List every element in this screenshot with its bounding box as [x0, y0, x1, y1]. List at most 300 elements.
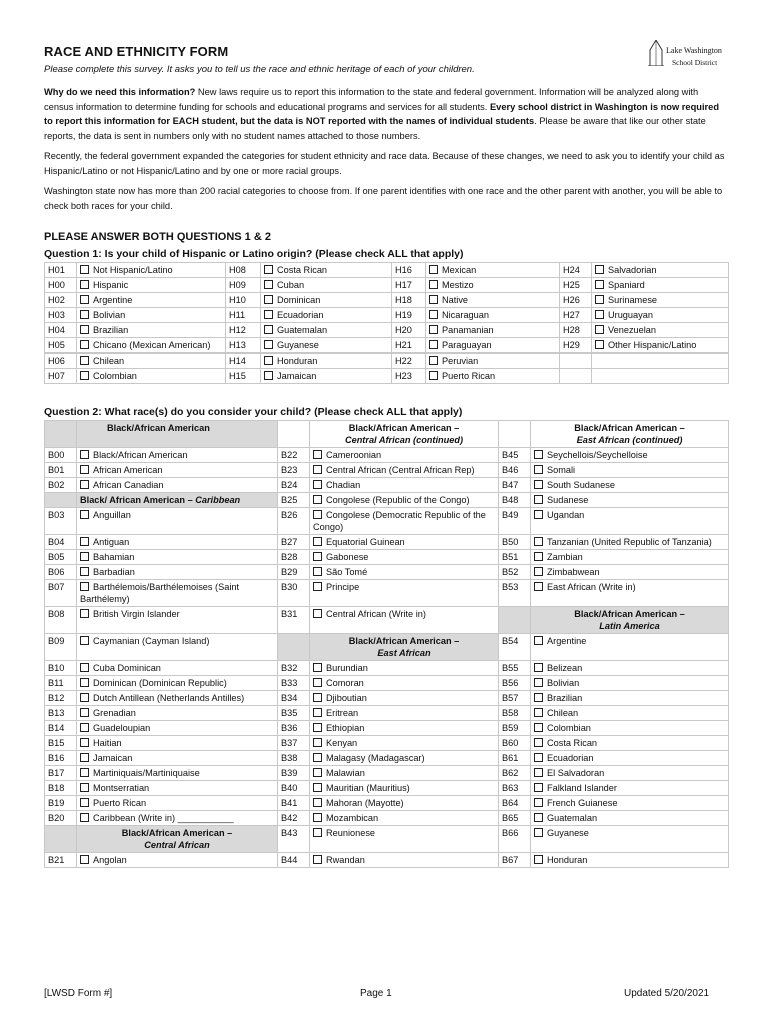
- option-label: Kenyan: [326, 738, 358, 748]
- hispanic-option[interactable]: [426, 263, 560, 278]
- checkbox-icon[interactable]: [313, 828, 322, 837]
- race-option[interactable]: [531, 478, 729, 493]
- option-label: Antiguan: [93, 537, 130, 547]
- option-code: B03: [45, 508, 77, 535]
- option-label: Caymanian (Cayman Island): [93, 636, 210, 646]
- checkbox-icon[interactable]: [313, 753, 322, 762]
- checkbox-icon[interactable]: [534, 636, 543, 645]
- race-option[interactable]: [531, 766, 729, 781]
- race-option[interactable]: [531, 781, 729, 796]
- race-option[interactable]: [77, 706, 278, 721]
- checkbox-icon[interactable]: [80, 693, 89, 702]
- checkbox-icon[interactable]: [313, 783, 322, 792]
- option-code: H00: [45, 278, 77, 293]
- question-1-row: [45, 369, 729, 384]
- question-1-heading: Question 1: Is your child of Hispanic or Latino origin? (Please check ALL that apply): [44, 248, 464, 260]
- why-emphasis: Every school district in Washington is now required to report this information for EACH student, but the data is NOT reported with the names of individual students: [44, 101, 719, 126]
- checkbox-icon[interactable]: [313, 495, 322, 504]
- race-option[interactable]: [77, 463, 278, 478]
- checkbox-icon[interactable]: [313, 582, 322, 591]
- hispanic-option[interactable]: [426, 338, 560, 354]
- race-option[interactable]: [531, 706, 729, 721]
- checkbox-icon[interactable]: [313, 798, 322, 807]
- race-option[interactable]: [77, 580, 278, 607]
- checkbox-icon[interactable]: [429, 340, 438, 349]
- checkbox-icon[interactable]: [80, 510, 89, 519]
- race-option[interactable]: [531, 736, 729, 751]
- race-option[interactable]: [310, 493, 499, 508]
- option-code: B47: [499, 478, 531, 493]
- race-option[interactable]: [77, 796, 278, 811]
- checkbox-icon[interactable]: [80, 738, 89, 747]
- checkbox-icon[interactable]: [80, 855, 89, 864]
- checkbox-icon[interactable]: [80, 783, 89, 792]
- checkbox-icon[interactable]: [313, 465, 322, 474]
- checkbox-icon[interactable]: [595, 295, 604, 304]
- checkbox-icon[interactable]: [429, 356, 438, 365]
- footer-page-number: Page 1: [360, 988, 392, 999]
- checkbox-icon[interactable]: [534, 537, 543, 546]
- race-option[interactable]: [77, 565, 278, 580]
- option-code: B53: [499, 580, 531, 607]
- race-option[interactable]: [531, 691, 729, 706]
- checkbox-icon[interactable]: [534, 768, 543, 777]
- checkbox-icon[interactable]: [313, 813, 322, 822]
- logo-line-2: School District: [672, 58, 718, 67]
- checkbox-icon[interactable]: [313, 708, 322, 717]
- hispanic-option[interactable]: [77, 263, 226, 278]
- hispanic-option[interactable]: [77, 369, 226, 384]
- option-code: H17: [392, 278, 426, 293]
- option-label: Dutch Antillean (Netherlands Antilles): [93, 693, 245, 703]
- checkbox-icon[interactable]: [313, 738, 322, 747]
- checkbox-icon[interactable]: [80, 356, 89, 365]
- checkbox-icon[interactable]: [534, 567, 543, 576]
- question-1-row: [45, 278, 729, 293]
- checkbox-icon[interactable]: [534, 678, 543, 687]
- checkbox-icon[interactable]: [429, 295, 438, 304]
- race-option[interactable]: [310, 781, 499, 796]
- race-option[interactable]: [77, 535, 278, 550]
- option-code: H14: [226, 353, 261, 369]
- race-option[interactable]: [77, 634, 278, 661]
- question-2-heading: Question 2: What race(s) do you consider your child? (Please check ALL that apply): [44, 406, 463, 418]
- checkbox-icon[interactable]: [80, 663, 89, 672]
- race-option[interactable]: [77, 766, 278, 781]
- checkbox-icon[interactable]: [595, 265, 604, 274]
- checkbox-icon[interactable]: [80, 609, 89, 618]
- question-2-row: [45, 607, 729, 634]
- option-code: H24: [560, 263, 592, 278]
- option-label: Bolivian: [93, 310, 126, 320]
- checkbox-icon[interactable]: [313, 678, 322, 687]
- hispanic-option[interactable]: [77, 323, 226, 338]
- race-option[interactable]: [531, 463, 729, 478]
- race-option[interactable]: [310, 751, 499, 766]
- checkbox-icon[interactable]: [534, 828, 543, 837]
- checkbox-icon[interactable]: [534, 738, 543, 747]
- race-option[interactable]: [310, 580, 499, 607]
- race-option[interactable]: [310, 811, 499, 826]
- option-label: Nicaraguan: [442, 310, 489, 320]
- intro-why: [44, 85, 728, 143]
- hispanic-option[interactable]: [426, 369, 560, 384]
- hispanic-option[interactable]: [77, 308, 226, 323]
- checkbox-icon[interactable]: [264, 310, 273, 319]
- race-option[interactable]: [531, 796, 729, 811]
- race-option[interactable]: [531, 676, 729, 691]
- checkbox-icon[interactable]: [429, 280, 438, 289]
- checkbox-icon[interactable]: [313, 693, 322, 702]
- race-option[interactable]: [310, 826, 499, 853]
- option-code: [560, 369, 592, 384]
- checkbox-icon[interactable]: [80, 325, 89, 334]
- checkbox-icon[interactable]: [264, 371, 273, 380]
- race-option[interactable]: [531, 550, 729, 565]
- question-2-row: [45, 535, 729, 550]
- checkbox-icon[interactable]: [80, 723, 89, 732]
- checkbox-icon[interactable]: [80, 813, 89, 822]
- checkbox-icon[interactable]: [534, 510, 543, 519]
- race-option[interactable]: [310, 550, 499, 565]
- checkbox-icon[interactable]: [313, 552, 322, 561]
- checkbox-icon[interactable]: [80, 465, 89, 474]
- option-code: H11: [226, 308, 261, 323]
- hispanic-option[interactable]: [261, 323, 392, 338]
- option-label: Mauritian (Mauritius): [326, 783, 410, 793]
- hispanic-option[interactable]: [592, 323, 729, 338]
- hispanic-option[interactable]: [592, 353, 729, 369]
- option-code: B45: [499, 448, 531, 463]
- race-option[interactable]: [531, 853, 729, 868]
- checkbox-icon[interactable]: [595, 280, 604, 289]
- checkbox-icon[interactable]: [534, 465, 543, 474]
- checkbox-icon[interactable]: [534, 855, 543, 864]
- checkbox-icon[interactable]: [80, 310, 89, 319]
- option-code: B63: [499, 781, 531, 796]
- checkbox-icon[interactable]: [80, 295, 89, 304]
- option-code: H26: [560, 293, 592, 308]
- option-label: Panamanian: [442, 325, 494, 335]
- checkbox-icon[interactable]: [534, 450, 543, 459]
- question-2-row: [45, 691, 729, 706]
- checkbox-icon[interactable]: [80, 340, 89, 349]
- option-label: Ethiopian: [326, 723, 365, 733]
- option-label: Equatorial Guinean: [326, 537, 405, 547]
- race-option[interactable]: [77, 550, 278, 565]
- option-code: B64: [499, 796, 531, 811]
- race-option[interactable]: [531, 811, 729, 826]
- race-option[interactable]: [531, 634, 729, 661]
- checkbox-icon[interactable]: [595, 310, 604, 319]
- checkbox-icon[interactable]: [429, 265, 438, 274]
- intro-paragraph-3: Washington state now has more than 200 racial categories to choose from. If one parent identifies with one race and the other parent with another, you will be able to check both races for your child.: [44, 186, 723, 211]
- checkbox-icon[interactable]: [313, 480, 322, 489]
- option-label: Malawian: [326, 768, 365, 778]
- option-code: H22: [392, 353, 426, 369]
- race-option[interactable]: [310, 535, 499, 550]
- checkbox-icon[interactable]: [534, 693, 543, 702]
- option-code: H15: [226, 369, 261, 384]
- option-label: African American: [93, 465, 163, 475]
- checkbox-icon[interactable]: [534, 723, 543, 732]
- question-2-row: [45, 766, 729, 781]
- checkbox-icon[interactable]: [534, 663, 543, 672]
- option-code: H18: [392, 293, 426, 308]
- race-option[interactable]: [310, 478, 499, 493]
- hispanic-option[interactable]: [592, 263, 729, 278]
- option-code: B56: [499, 676, 531, 691]
- checkbox-icon[interactable]: [313, 723, 322, 732]
- checkbox-icon[interactable]: [80, 636, 89, 645]
- race-option[interactable]: [531, 721, 729, 736]
- checkbox-icon[interactable]: [264, 295, 273, 304]
- option-code: B60: [499, 736, 531, 751]
- race-option[interactable]: [310, 736, 499, 751]
- checkbox-icon[interactable]: [534, 798, 543, 807]
- option-label: Ugandan: [547, 510, 585, 520]
- race-option[interactable]: [531, 826, 729, 853]
- checkbox-icon[interactable]: [313, 609, 322, 618]
- option-code: B40: [278, 781, 310, 796]
- option-label: Guatemalan: [277, 325, 328, 335]
- race-option[interactable]: [77, 781, 278, 796]
- checkbox-icon[interactable]: [429, 310, 438, 319]
- race-option[interactable]: [531, 580, 729, 607]
- option-code: B19: [45, 796, 77, 811]
- checkbox-icon[interactable]: [313, 768, 322, 777]
- question-1-row: [45, 323, 729, 338]
- form-page: [44, 44, 728, 868]
- checkbox-icon[interactable]: [80, 567, 89, 576]
- option-code: B25: [278, 493, 310, 508]
- race-option[interactable]: [77, 691, 278, 706]
- race-option[interactable]: [310, 607, 499, 634]
- checkbox-icon[interactable]: [313, 537, 322, 546]
- race-option[interactable]: [77, 853, 278, 868]
- race-option[interactable]: [531, 493, 729, 508]
- category-header-code: [499, 607, 531, 634]
- race-option[interactable]: [531, 508, 729, 535]
- checkbox-icon[interactable]: [80, 708, 89, 717]
- race-option[interactable]: [310, 721, 499, 736]
- checkbox-icon[interactable]: [429, 325, 438, 334]
- option-label: Malagasy (Madagascar): [326, 753, 425, 763]
- option-code: B17: [45, 766, 77, 781]
- hispanic-option[interactable]: [592, 278, 729, 293]
- hispanic-option[interactable]: [77, 338, 226, 354]
- option-code: H21: [392, 338, 426, 354]
- checkbox-icon[interactable]: [534, 552, 543, 561]
- option-code: B55: [499, 661, 531, 676]
- option-code: B30: [278, 580, 310, 607]
- checkbox-icon[interactable]: [313, 663, 322, 672]
- option-label: Congolese (Democratic Republic of the Congo): [313, 510, 486, 532]
- option-label: Comoran: [326, 678, 364, 688]
- question-2-row: [45, 736, 729, 751]
- checkbox-icon[interactable]: [313, 510, 322, 519]
- checkbox-icon[interactable]: [80, 552, 89, 561]
- checkbox-icon[interactable]: [80, 371, 89, 380]
- race-option[interactable]: [310, 766, 499, 781]
- checkbox-icon[interactable]: [534, 480, 543, 489]
- checkbox-icon[interactable]: [534, 753, 543, 762]
- race-option[interactable]: [77, 448, 278, 463]
- checkbox-icon[interactable]: [595, 340, 604, 349]
- checkbox-icon[interactable]: [534, 813, 543, 822]
- hispanic-option[interactable]: [426, 308, 560, 323]
- hispanic-option[interactable]: [261, 278, 392, 293]
- option-code: [560, 353, 592, 369]
- race-option[interactable]: [531, 565, 729, 580]
- checkbox-icon[interactable]: [80, 480, 89, 489]
- checkbox-icon[interactable]: [264, 356, 273, 365]
- option-label: Mexican: [442, 265, 477, 275]
- race-option[interactable]: [310, 565, 499, 580]
- race-option[interactable]: [310, 796, 499, 811]
- option-code: B62: [499, 766, 531, 781]
- checkbox-icon[interactable]: [313, 567, 322, 576]
- option-code: B44: [278, 853, 310, 868]
- checkbox-icon[interactable]: [264, 325, 273, 334]
- checkbox-icon[interactable]: [534, 783, 543, 792]
- race-option[interactable]: [77, 811, 278, 826]
- hispanic-option[interactable]: [261, 293, 392, 308]
- race-option[interactable]: [77, 736, 278, 751]
- hispanic-option[interactable]: [77, 293, 226, 308]
- hispanic-option[interactable]: [426, 293, 560, 308]
- hispanic-option[interactable]: [77, 353, 226, 369]
- checkbox-icon[interactable]: [80, 537, 89, 546]
- hispanic-option[interactable]: [592, 338, 729, 354]
- hispanic-option[interactable]: [261, 308, 392, 323]
- option-code: B32: [278, 661, 310, 676]
- option-code: B57: [499, 691, 531, 706]
- checkbox-icon[interactable]: [534, 495, 543, 504]
- option-label: Somali: [547, 465, 576, 475]
- checkbox-icon[interactable]: [264, 265, 273, 274]
- hispanic-option[interactable]: [592, 369, 729, 384]
- hispanic-option[interactable]: [426, 353, 560, 369]
- checkbox-icon[interactable]: [80, 753, 89, 762]
- race-option[interactable]: [531, 535, 729, 550]
- question-1-row: [45, 263, 729, 278]
- option-label: Central African (Write in): [326, 609, 426, 619]
- checkbox-icon[interactable]: [80, 265, 89, 274]
- race-option[interactable]: [310, 508, 499, 535]
- checkbox-icon[interactable]: [595, 325, 604, 334]
- checkbox-icon[interactable]: [534, 582, 543, 591]
- race-option[interactable]: [77, 721, 278, 736]
- option-code: H04: [45, 323, 77, 338]
- race-option[interactable]: [77, 751, 278, 766]
- option-label: Montserratian: [93, 783, 150, 793]
- checkbox-icon[interactable]: [80, 678, 89, 687]
- checkbox-icon[interactable]: [80, 582, 89, 591]
- checkbox-icon[interactable]: [264, 280, 273, 289]
- option-label: Not Hispanic/Latino: [93, 265, 173, 275]
- race-option[interactable]: [531, 751, 729, 766]
- checkbox-icon[interactable]: [264, 340, 273, 349]
- category-header: Black/ African American – Caribbean: [77, 493, 278, 508]
- race-option[interactable]: [77, 478, 278, 493]
- race-option[interactable]: [310, 661, 499, 676]
- option-label: Gabonese: [326, 552, 369, 562]
- option-code: B20: [45, 811, 77, 826]
- hispanic-option[interactable]: [592, 308, 729, 323]
- option-label: Honduran: [277, 356, 318, 366]
- hispanic-option[interactable]: [77, 278, 226, 293]
- race-option[interactable]: [77, 607, 278, 634]
- option-code: B04: [45, 535, 77, 550]
- option-label: Burundian: [326, 663, 368, 673]
- question-1-row: [45, 308, 729, 323]
- option-label: Costa Rican: [547, 738, 598, 748]
- race-option[interactable]: [77, 508, 278, 535]
- option-label: Belizean: [547, 663, 583, 673]
- option-code: B37: [278, 736, 310, 751]
- option-code: H08: [226, 263, 261, 278]
- building-icon: [648, 40, 664, 66]
- option-code: B39: [278, 766, 310, 781]
- hispanic-option[interactable]: [261, 263, 392, 278]
- option-code: B35: [278, 706, 310, 721]
- option-code: B23: [278, 463, 310, 478]
- option-label: Barthélemois/Barthélemoises (Saint Barthélemy): [80, 582, 240, 604]
- checkbox-icon[interactable]: [313, 855, 322, 864]
- race-option[interactable]: [310, 676, 499, 691]
- race-option[interactable]: [77, 676, 278, 691]
- option-code: B38: [278, 751, 310, 766]
- race-option[interactable]: [310, 706, 499, 721]
- checkbox-icon[interactable]: [80, 798, 89, 807]
- option-label: Mahoran (Mayotte): [326, 798, 404, 808]
- hispanic-option[interactable]: [426, 323, 560, 338]
- option-label: Hispanic: [93, 280, 129, 290]
- option-code: B66: [499, 826, 531, 853]
- checkbox-icon[interactable]: [313, 450, 322, 459]
- checkbox-icon[interactable]: [429, 371, 438, 380]
- hispanic-option[interactable]: [426, 278, 560, 293]
- option-label: Martiniquais/Martiniquaise: [93, 768, 200, 778]
- hispanic-option[interactable]: [261, 338, 392, 354]
- option-code: B22: [278, 448, 310, 463]
- question-2-row: [45, 634, 729, 661]
- race-option[interactable]: [531, 661, 729, 676]
- race-option[interactable]: [310, 853, 499, 868]
- option-label: Mestizo: [442, 280, 474, 290]
- option-code: B26: [278, 508, 310, 535]
- question-1-table: [44, 262, 729, 384]
- race-option[interactable]: [531, 448, 729, 463]
- race-option[interactable]: [77, 661, 278, 676]
- option-label: Cuba Dominican: [93, 663, 161, 673]
- hispanic-option[interactable]: [261, 369, 392, 384]
- question-2-table: [44, 420, 729, 868]
- checkbox-icon[interactable]: [80, 768, 89, 777]
- option-code: B08: [45, 607, 77, 634]
- checkbox-icon[interactable]: [534, 708, 543, 717]
- hispanic-option[interactable]: [261, 353, 392, 369]
- race-option[interactable]: [310, 691, 499, 706]
- checkbox-icon[interactable]: [80, 450, 89, 459]
- question-2-row: [45, 751, 729, 766]
- race-option[interactable]: [310, 463, 499, 478]
- race-option[interactable]: [310, 448, 499, 463]
- hispanic-option[interactable]: [592, 293, 729, 308]
- checkbox-icon[interactable]: [80, 280, 89, 289]
- category-header: Black/African American – Central African: [77, 826, 278, 853]
